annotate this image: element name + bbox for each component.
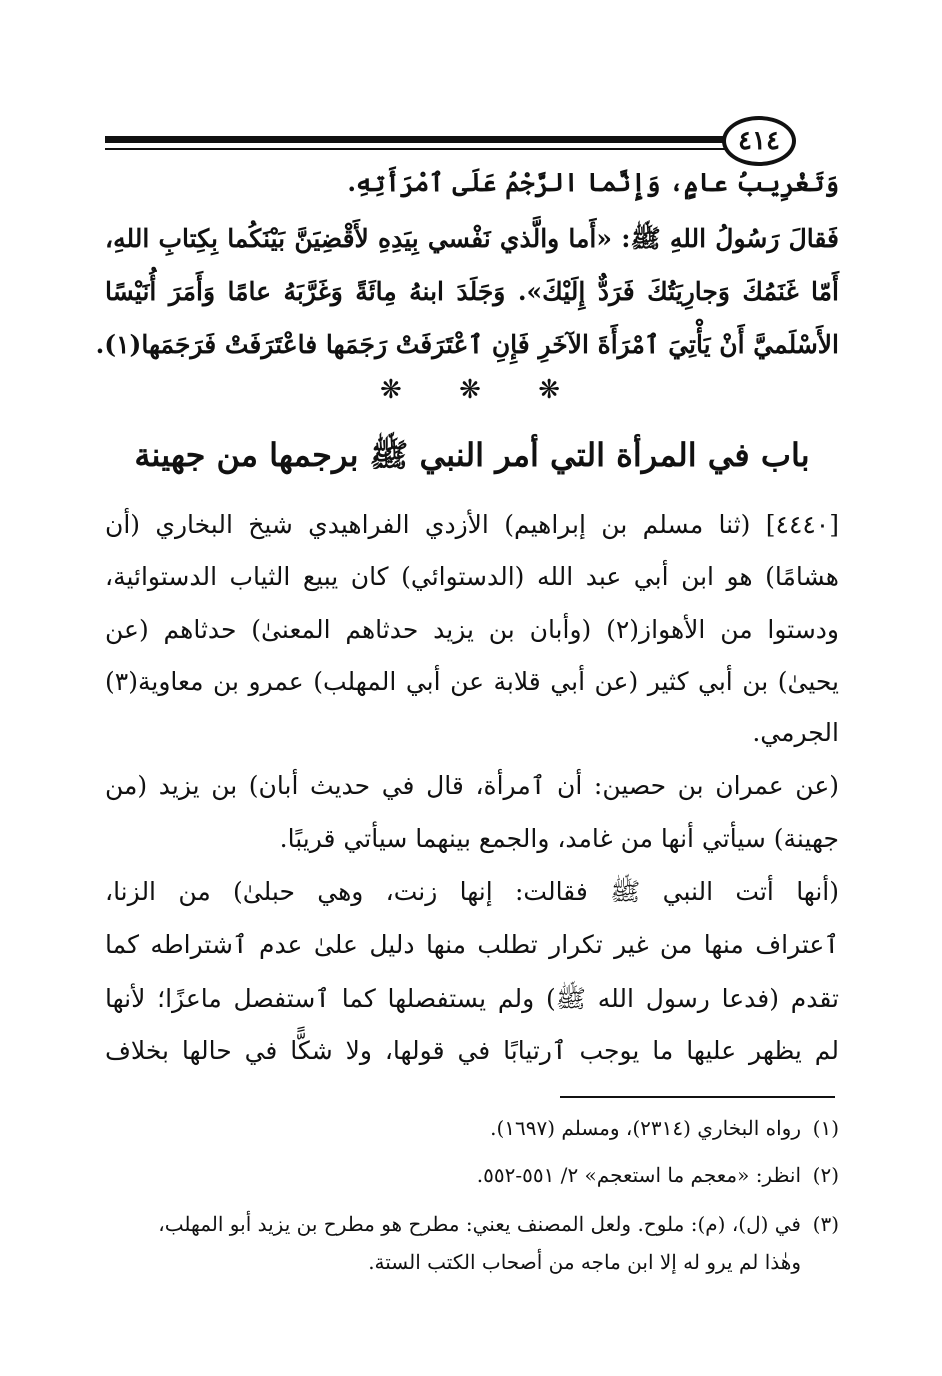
text-line-4: الأَسْلَميَّ أَنْ يَأْتِيَ ٱمْرَأَةَ الآخَرِ فَإِنِ ٱعْتَرَفَتْ رَجَمَها فاعْتَرَفَتْ فَرَجَمَها(١). (95, 330, 839, 359)
footnote-number: (١) (812, 1116, 839, 1140)
commentary-line-10: تقدم (فدعا رسول الله ﷺ) ولم يستفصلها كما ٱستفصل ماعزًا؛ لأنها (105, 984, 839, 1013)
section-separator (380, 375, 560, 415)
commentary-line-9: ٱعتراف منها من غير تكرار تطلب منها دليل علىٰ عدم ٱشتراطه كما (105, 930, 839, 959)
commentary-line-6: (عن عمران بن حصين: أن ٱمرأة، قال في حديث أبان) بن يزيد (من (105, 771, 839, 800)
text-line-1: وَتَغْرِيبُ عامٍ، وَإِنَّما الرَّجْمُ عَلَى ٱمْرَأَتِهِ. (347, 168, 839, 197)
commentary-line-11: لم يظهر عليها ما يوجب ٱرتيابًا في قولها، ولا شكًّا في حالها بخلاف (105, 1036, 839, 1065)
star-ornament: ❋ (459, 375, 481, 405)
commentary-line-4: يحيىٰ) بن أبي كثير (عن أبي قلابة عن أبي المهلب) عمرو بن معاوية(٣) (105, 667, 839, 696)
footnote-text: انظر: «معجم ما استعجم» ٢/ ٥٥١-٥٥٢. (476, 1163, 801, 1187)
footnote-3 (105, 1212, 839, 1236)
header-rule-thick (105, 136, 728, 143)
commentary-line-1: [٤٤٤٠] (ثنا مسلم بن إبراهيم) الأزدي الفراهيدي شيخ البخاري (أن (105, 510, 839, 539)
commentary-line-7: جهينة) سيأتي أنها من غامد، والجمع بينهما سيأتي قريبًا. (279, 824, 839, 853)
text-line-3: أَمّا غَنَمُكَ وَجارِيَتُكَ فَرَدٌّ إِلَيْكَ». وَجَلَدَ ابنهُ مِائَةً وَغَرَّبَهُ عامًا وَأَمَرَ أُنَيْسًا (105, 277, 839, 306)
chapter-title: باب في المرأة التي أمر النبي ﷺ برجمها من جهينة (134, 436, 810, 474)
text-line-2: فَقالَ رَسُولُ اللهِ ﷺ: «أَما والَّذي نَفْسي بِيَدِهِ لأَقْضِيَنَّ بَيْنَكُما بِكِتابِ اللهِ، (105, 224, 839, 253)
commentary-line-5: الجرمي. (752, 718, 839, 747)
footnote-number: (٣) (812, 1212, 839, 1236)
footnote-text: رواه البخاري (٢٣١٤)، ومسلم (١٦٩٧). (490, 1116, 801, 1140)
star-ornament: ❋ (538, 375, 560, 405)
commentary-line-2: هشامًا) هو ابن أبي عبد الله (الدستوائي) كان يبيع الثياب الدستوائية، (105, 562, 839, 591)
footnote-number: (٢) (812, 1163, 839, 1187)
header-rule-thin (105, 148, 728, 150)
footnote-text: في (ل)، (م): ملوح. ولعل المصنف يعني: مطرح هو مطرح بن يزيد أبو المهلب، (158, 1212, 801, 1236)
commentary-line-3: ودستوا من الأهواز(٢) (وأبان بن يزيد حدثاهم المعنىٰ) حدثاهم (عن (105, 615, 839, 644)
footnote-1 (105, 1116, 839, 1140)
commentary-line-8: (أنها أتت النبي ﷺ فقالت: إنها زنت، وهي حبلىٰ) من الزنا، (105, 877, 839, 906)
footnote-2 (105, 1163, 839, 1187)
footnote-separator (560, 1096, 835, 1098)
page-number: ٤١٤ (722, 116, 796, 166)
star-ornament: ❋ (380, 375, 402, 405)
footnote-3-continuation: وهٰذا لم يرو له إلا ابن ماجه من أصحاب الكتب الستة. (368, 1250, 801, 1274)
